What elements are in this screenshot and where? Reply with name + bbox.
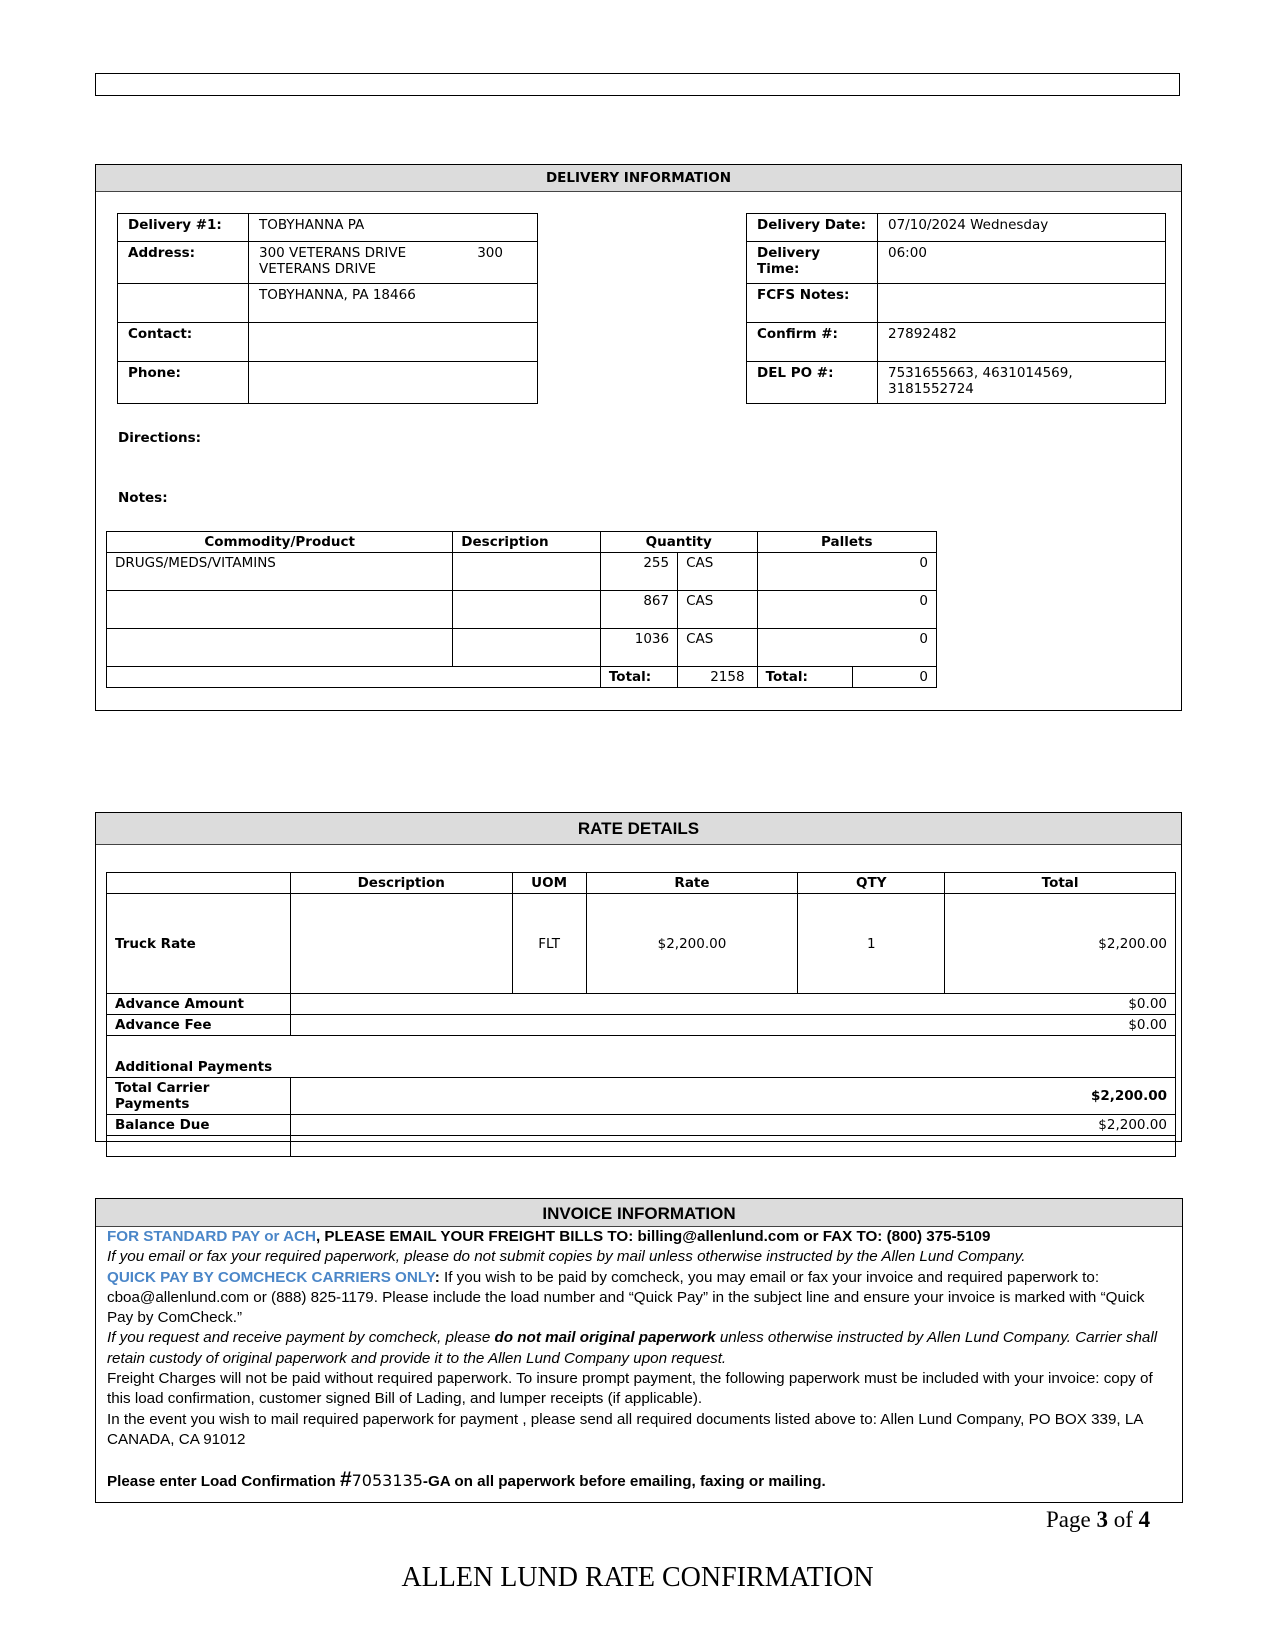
delivery-number-label: Delivery #1: [118,214,249,242]
comcheck-paragraph: If you request and receive payment by comcheck, please do not mail original paperwork unless otherwise instructed by Allen Lund Company. Carrier shall retain custody of original paperwork and provide it to the Allen Lund Company upon request. [107,1329,1158,1367]
directions-label: Directions: [118,430,202,446]
qty-cell: 255 [600,553,677,591]
standard-pay-heading: FOR STANDARD PAY or ACH [107,1228,316,1245]
total-header: Total [945,873,1176,894]
address-line-3: TOBYHANNA, PA 18466 [249,284,538,323]
phone-label: Phone: [118,362,249,404]
quick-pay-paragraph: QUICK PAY BY COMCHECK CARRIERS ONLY: If you wish to be paid by comcheck, you may email or fax your invoice and required paperwork to: cboa@allenlund.com or (888) 825-1179. Please include the load number and “Quick Pay” in the subject line and ensure your invoice is marked with “Quick Pay by ComCheck.” [107,1268,1145,1327]
fcfs-notes-label: FCFS Notes: [747,284,878,323]
rate-header: Rate [586,873,798,894]
header-blank-box [95,73,1180,96]
table-row [107,629,937,667]
table-row [107,591,937,629]
address-line-2: VETERANS DRIVE [259,261,377,277]
invoice-heading: INVOICE INFORMATION [96,1199,1182,1227]
commodity-table [106,531,937,688]
rate-table [106,872,1176,1157]
qty-total-value: 2158 [678,667,757,688]
commodity-cell [107,629,453,667]
pallets-header: Pallets [757,532,936,553]
truck-uom: FLT [512,894,586,994]
pallets-total-label: Total: [757,667,852,688]
balance-due-value: $2,200.00 [290,1115,1175,1136]
unit-cell: CAS [678,591,757,629]
advance-fee-value: $0.00 [290,1015,1175,1036]
del-po-label: DEL PO #: [747,362,878,404]
pallets-cell: 0 [757,591,936,629]
no-mail-note: If you email or fax your required paperwork, please do not submit copies by mail unless otherwise instructed by the Allen Lund Company. [107,1248,1026,1266]
truck-rate-value: $2,200.00 [586,894,798,994]
advance-amount-value: $0.00 [290,994,1175,1015]
address-line-1: 300 VETERANS DRIVE [259,245,407,261]
pallets-cell: 0 [757,553,936,591]
delivery-date-label: Delivery Date: [747,214,878,242]
standard-pay-instructions: , PLEASE EMAIL YOUR FREIGHT BILLS TO: billing@allenlund.com or FAX TO: (800) 375-5109 [315,1228,991,1245]
mail-address-paragraph: In the event you wish to mail required paperwork for payment , please send all required documents listed above to: Allen Lund Company, PO BOX 339, LA CANADA, CA 91012 [107,1410,1143,1448]
qty-total-label: Total: [600,667,677,688]
fcfs-notes-value [878,284,1166,323]
description-header: Description [453,532,601,553]
delivery-heading: DELIVERY INFORMATION [96,165,1181,192]
truck-description [290,894,512,994]
description-cell [453,629,601,667]
confirm-value: 27892482 [878,323,1166,362]
address-label: Address: [118,242,249,284]
delivery-time-value: 06:00 [878,242,1166,284]
truck-rate-row [107,894,1176,994]
advance-amount-label: Advance Amount [107,994,291,1015]
delivery-address-table [117,213,538,404]
total-carrier-label: Total Carrier Payments [107,1078,291,1115]
uom-header: UOM [512,873,586,894]
do-not-mail-emphasis: do not mail original paperwork [494,1329,716,1347]
qty-header: QTY [798,873,945,894]
delivery-schedule-table [746,213,1166,404]
address-lines [249,242,538,284]
rate-heading: RATE DETAILS [96,813,1181,845]
address-line-1b: 300 [477,245,503,261]
load-confirmation-note: Please enter Load Confirmation #7053135-GA on all paperwork before emailing, faxing or mailing. [107,1468,826,1492]
unit-cell: CAS [678,553,757,591]
standard-pay-line [107,1227,1172,1247]
delivery-time-label: Delivery Time: [747,242,878,284]
del-po-line-1: 7531655663, 4631014569, [888,365,1073,381]
delivery-date-value: 07/10/2024 Wednesday [878,214,1166,242]
freight-charges-paragraph: Freight Charges will not be paid without required paperwork. To insure prompt payment, the following paperwork must be included with your invoice: copy of this load confirmation, customer signed Bill of Lading, and lumper receipts (if applicable). [107,1370,1153,1408]
commodity-cell [107,591,453,629]
unit-cell: CAS [678,629,757,667]
table-row [107,553,937,591]
phone-value [249,362,538,404]
contact-value [249,323,538,362]
document-title: ALLEN LUND RATE CONFIRMATION [401,1562,874,1593]
truck-total: $2,200.00 [945,894,1176,994]
truck-rate-label: Truck Rate [107,894,291,994]
qty-cell: 1036 [600,629,677,667]
description-cell [453,553,601,591]
commodity-header: Commodity/Product [107,532,453,553]
pallets-total-value: 0 [852,667,936,688]
page-number: Page 3 of 4 [1046,1507,1151,1532]
quick-pay-text: If you wish to be paid by comcheck, you may email or fax your invoice and required paperwork to: cboa@allenlund.com or (888) 825-1179. Please include the load number and “Quick Pay” in the subject line and ensure your invoice is marked with “Quick Pay by ComCheck.” [107,1268,1145,1327]
commodity-cell: DRUGS/MEDS/VITAMINS [107,553,453,591]
notes-label: Notes: [118,490,168,506]
del-po-value [878,362,1166,404]
qty-cell: 867 [600,591,677,629]
invoice-body [107,1227,1172,1493]
quantity-header: Quantity [600,532,757,553]
rate-description-header: Description [290,873,512,894]
load-number: 7053135 [351,1471,423,1491]
del-po-line-2: 3181552724 [888,381,974,397]
truck-qty: 1 [798,894,945,994]
additional-payments-label: Additional Payments [107,1036,1176,1078]
confirm-label: Confirm #: [747,323,878,362]
quick-pay-heading: QUICK PAY BY COMCHECK CARRIERS ONLY [107,1268,435,1286]
contact-label: Contact: [118,323,249,362]
total-carrier-value: $2,200.00 [290,1078,1175,1115]
pallets-cell: 0 [757,629,936,667]
description-cell [453,591,601,629]
balance-due-label: Balance Due [107,1115,291,1136]
advance-fee-label: Advance Fee [107,1015,291,1036]
delivery-number-value: TOBYHANNA PA [249,214,538,242]
